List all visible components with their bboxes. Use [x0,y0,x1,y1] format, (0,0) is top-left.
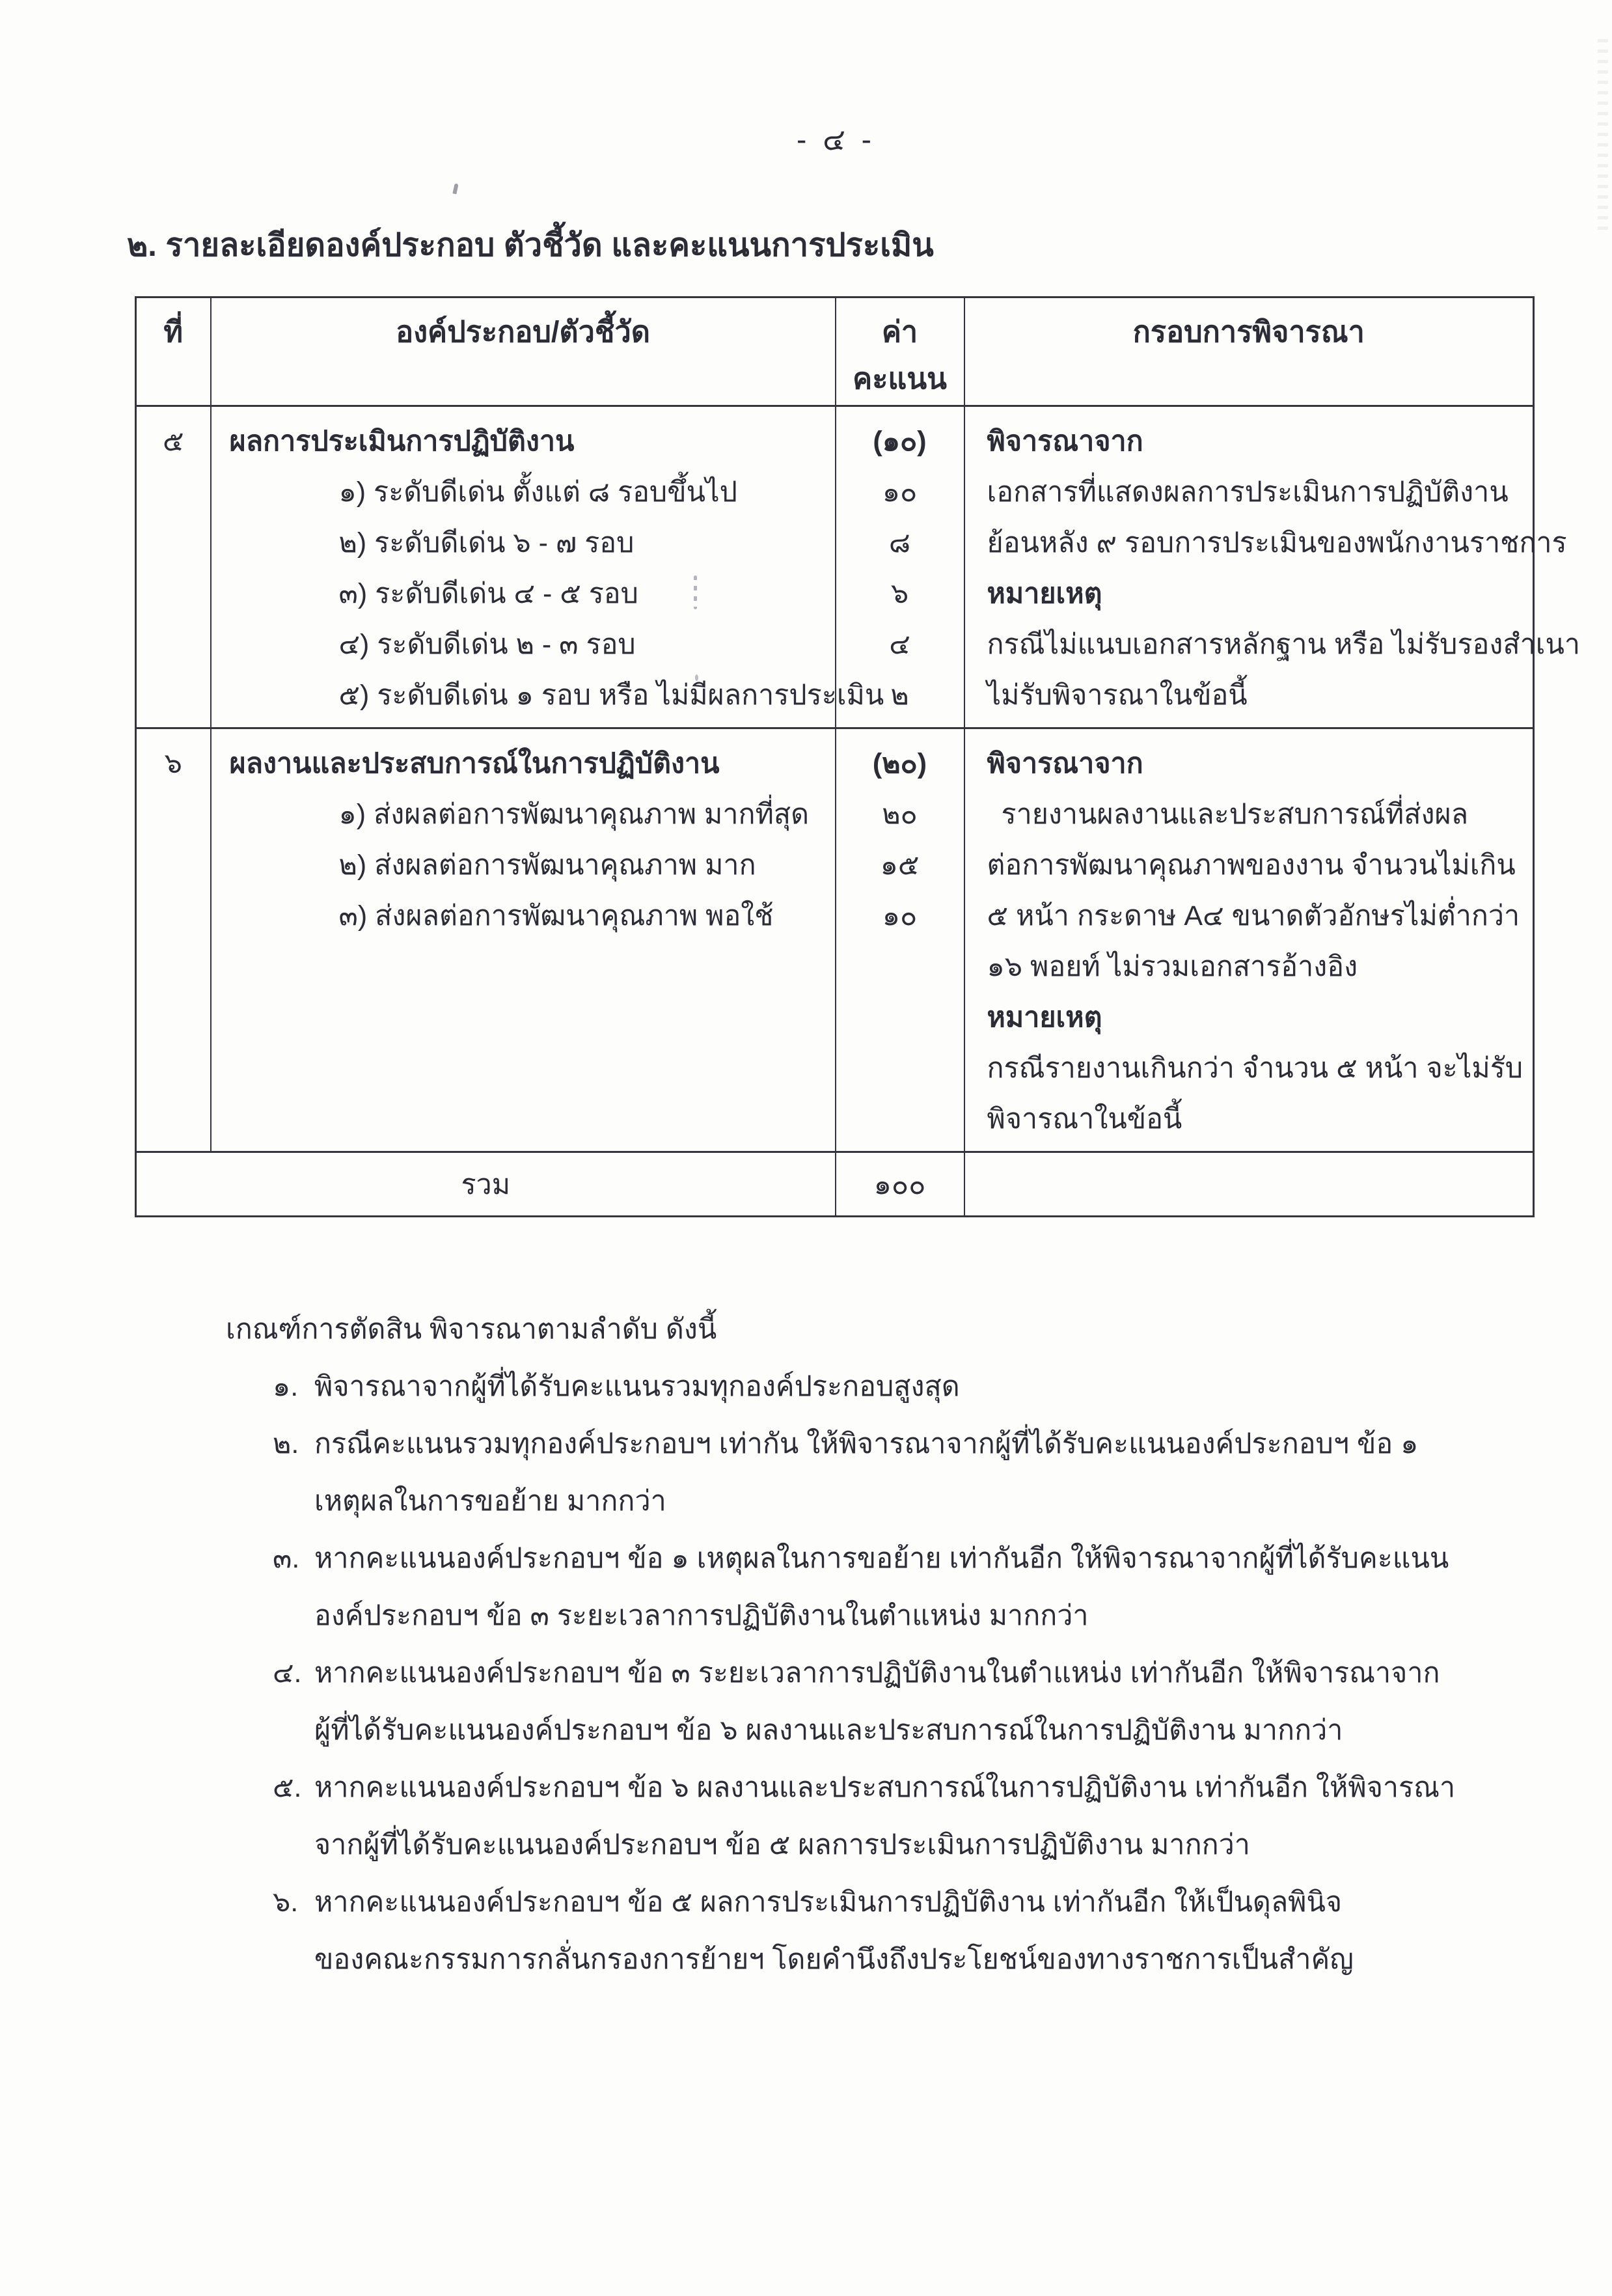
scan-speck [695,674,698,681]
total-row [136,1152,1534,1217]
criteria-line: พิจารณาจาก [987,748,1143,779]
score-item: ๒๐ [882,799,918,830]
header-no: ที่ [136,297,211,406]
criteria-line: รายงานผลงานและประสบการณ์ที่ส่งผล [1001,799,1469,830]
component-item: ๑) ส่งผลต่อการพัฒนาคุณภาพ มากที่สุด [338,799,810,830]
criteria-item-lines [314,1759,1612,1874]
criteria-item-number: ๒. [273,1428,299,1459]
criteria-item-line: พิจารณาจากผู้ที่ได้รับคะแนนรวมทุกองค์ประกอบสูงสุด [314,1371,960,1402]
criteria-line: ๕ หน้า กระดาษ A๔ ขนาดตัวอักษรไม่ต่ำกว่า [987,900,1520,932]
total-criteria-empty [964,1152,1534,1217]
header-score [836,297,964,406]
page-header [0,0,1612,163]
criteria-heading: เกณฑ์การตัดสิน พิจารณาตามลำดับ ดังนี้ [226,1314,717,1345]
criteria-item-line: หากคะแนนองค์ประกอบฯ ข้อ ๑ เหตุผลในการขอย้าย เท่ากันอีก ให้พิจารณาจากผู้ที่ได้รับคะแนน [314,1543,1449,1574]
scan-noise-artifact [1598,39,1608,234]
criteria-item-number: ๔. [273,1657,302,1689]
score-item: ๒ [890,680,909,711]
table-row [136,406,1534,728]
criteria-item [273,1644,1612,1759]
criteria-line: ต่อการพัฒนาคุณภาพของงาน จำนวนไม่เกิน [987,850,1516,881]
criteria-item-lines [314,1644,1612,1759]
criteria-item-line: เหตุผลในการขอย้าย มากกว่า [314,1486,666,1517]
criteria-item-lines [314,1358,1612,1415]
total-label: รวม [136,1152,836,1217]
criteria-item-line: จากผู้ที่ได้รับคะแนนองค์ประกอบฯ ข้อ ๕ ผลการประเมินการปฏิบัติงาน มากกว่า [314,1829,1250,1860]
component-title: ผลงานและประสบการณ์ในการปฏิบัติงาน [229,748,720,779]
header-criteria: กรอบการพิจารณา [964,297,1534,406]
score-cell [836,728,964,1152]
header-score-line1: ค่า [881,315,918,348]
score-item: ๖ [890,578,909,609]
criteria-item-line: ของคณะกรรมการกลั่นกรองการย้ายฯ โดยคำนึงถึงประโยชน์ของทางราชการเป็นสำคัญ [314,1944,1354,1975]
criteria-item-number: ๕. [273,1772,302,1803]
criteria-line: กรณีไม่แนบเอกสารหลักฐาน หรือ ไม่รับรองสำเนา [987,629,1581,660]
criteria-item-line: กรณีคะแนนรวมทุกองค์ประกอบฯ เท่ากัน ให้พิจารณาจากผู้ที่ได้รับคะแนนองค์ประกอบฯ ข้อ ๑ [314,1428,1419,1459]
criteria-cell [964,406,1581,728]
score-total: (๑๐) [873,426,927,457]
criteria-line: หมายเหตุ [987,1002,1102,1033]
row-number [136,406,211,728]
component-item: ๕) ระดับดีเด่น ๑ รอบ หรือ ไม่มีผลการประเมิน [338,680,884,711]
criteria-line: กรณีรายงานเกินกว่า จำนวน ๕ หน้า จะไม่รับ [987,1053,1523,1084]
row-number [136,728,211,1152]
criteria-item-line: หากคะแนนองค์ประกอบฯ ข้อ ๕ ผลการประเมินการปฏิบัติงาน เท่ากันอีก ให้เป็นดุลพินิจ [314,1887,1343,1918]
scan-speck [694,575,697,609]
component-item: ๓) ระดับดีเด่น ๔ - ๕ รอบ [338,578,638,609]
criteria-line: พิจารณาจาก [987,426,1143,457]
criteria-item-line: ผู้ที่ได้รับคะแนนองค์ประกอบฯ ข้อ ๖ ผลงานและประสบการณ์ในการปฏิบัติงาน มากกว่า [314,1715,1343,1746]
table-body [136,406,1581,1152]
component-item: ๑) ระดับดีเด่น ตั้งแต่ ๘ รอบขึ้นไป [338,477,737,508]
total-score: ๑๐๐ [836,1152,964,1217]
score-item: ๑๐ [882,477,918,508]
criteria-list [226,1358,1612,1988]
component-item: ๒) ระดับดีเด่น ๖ - ๗ รอบ [338,527,635,559]
component-item: ๒) ส่งผลต่อการพัฒนาคุณภาพ มาก [338,850,756,881]
score-item: ๑๕ [880,850,920,881]
criteria-item-line: หากคะแนนองค์ประกอบฯ ข้อ ๖ ผลงานและประสบการณ์ในการปฏิบัติงาน เท่ากันอีก ให้พิจารณา [314,1772,1456,1803]
criteria-item-line: หากคะแนนองค์ประกอบฯ ข้อ ๓ ระยะเวลาการปฏิบัติงานในตำแหน่ง เท่ากันอีก ให้พิจารณาจาก [314,1657,1440,1689]
component-cell [211,406,884,728]
criteria-item [273,1530,1612,1644]
criteria-item-line: องค์ประกอบฯ ข้อ ๓ ระยะเวลาการปฏิบัติงานในตำแหน่ง มากกว่า [314,1600,1089,1631]
criteria-item [273,1874,1612,1988]
criteria-line: เอกสารที่แสดงผลการประเมินการปฏิบัติงาน [987,477,1509,508]
criteria-item [273,1358,1612,1415]
criteria-section [226,1301,1612,1988]
evaluation-table [135,296,1581,1217]
criteria-item-number: ๖. [273,1887,299,1918]
scan-speck [452,184,458,195]
criteria-item [273,1759,1612,1874]
criteria-item-number: ๑. [273,1371,299,1402]
header-score-line2: คะแนน [853,362,947,395]
row-number-text: ๕ [162,426,184,457]
criteria-item-lines [314,1874,1612,1988]
component-title: ผลการประเมินการปฏิบัติงาน [229,426,575,457]
score-item: ๑๐ [882,900,918,932]
criteria-item-number: ๓. [273,1543,300,1574]
section-heading: ๒. รายละเอียดองค์ประกอบ ตัวชี้วัด และคะแนนการประเมิน [127,228,934,263]
criteria-line: หมายเหตุ [987,578,1102,609]
component-cell [211,728,836,1152]
criteria-item [273,1415,1612,1530]
criteria-line: พิจารณาในข้อนี้ [987,1103,1182,1135]
criteria-line: ไม่รับพิจารณาในข้อนี้ [987,680,1248,711]
criteria-line: ย้อนหลัง ๙ รอบการประเมินของพนักงานราชการ [987,527,1567,559]
criteria-line: ๑๖ พอยท์ ไม่รวมเอกสารอ้างอิง [987,951,1358,982]
header-component: องค์ประกอบ/ตัวชี้วัด [211,297,836,406]
criteria-cell [964,728,1534,1152]
criteria-item-lines [314,1415,1612,1530]
score-item: ๔ [889,629,910,660]
table-row [136,728,1534,1152]
component-item: ๓) ส่งผลต่อการพัฒนาคุณภาพ พอใช้ [338,900,774,932]
criteria-item-lines [314,1530,1612,1644]
page-number: - ๔ - [796,122,875,156]
score-item: ๘ [888,527,911,559]
component-item: ๔) ระดับดีเด่น ๒ - ๓ รอบ [338,629,636,660]
row-number-text: ๖ [164,748,182,779]
table-header-row [136,297,1534,406]
score-total: (๒๐) [872,748,927,779]
